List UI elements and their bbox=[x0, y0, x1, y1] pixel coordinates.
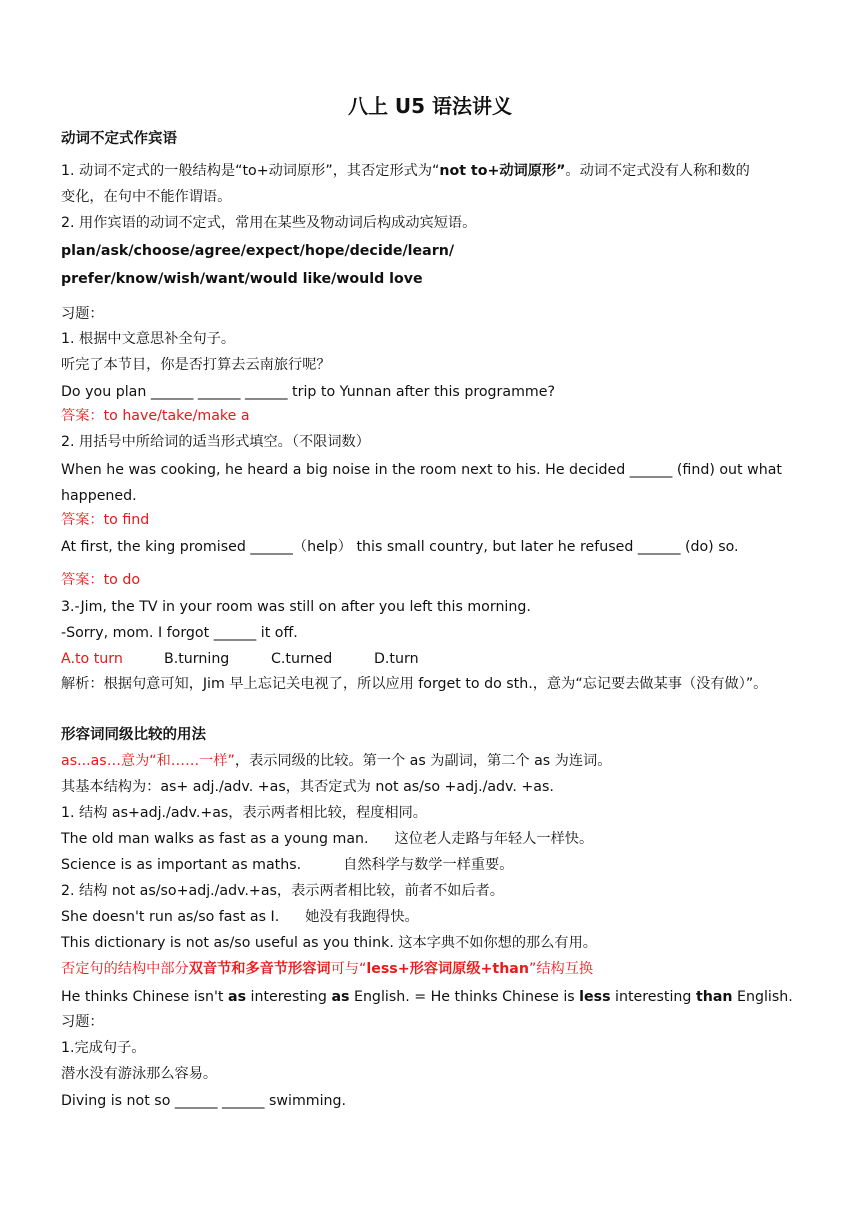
exercise-2a-line-1: When he was cooking, he heard a big noise in the room next to his. He decided ______ (find) out what bbox=[61, 462, 782, 478]
rule-1-line-2: 变化，在句中不能作谓语。 bbox=[61, 189, 232, 205]
comparison-rule-1: 1. 结构 as+adj./adv.+as，表示两者相比较，程度相同。 bbox=[61, 805, 427, 821]
exercise-1-answer: 答案：to have/take/make a bbox=[61, 408, 250, 424]
exercise-1-english: Do you plan ______ ______ ______ trip to Yunnan after this programme? bbox=[61, 384, 555, 400]
note-part-a: 否定句的结构中部分 bbox=[61, 961, 189, 977]
comparison-rule-2: 2. 结构 not as/so+adj./adv.+as，表示两者相比较，前者不如后者。 bbox=[61, 883, 504, 899]
example-3-english: She doesn't run as/so fast as I. bbox=[61, 909, 280, 925]
comparison-intro bbox=[61, 751, 611, 771]
rule-1-text-bold: not to+动词原形” bbox=[439, 163, 566, 179]
exercise-1-chinese: 听完了本节目，你是否打算去云南旅行呢？ bbox=[61, 357, 331, 373]
ex5-c: interesting bbox=[246, 989, 332, 1005]
example-2 bbox=[61, 855, 513, 875]
exercise-3-question-2: -Sorry, mom. I forgot ______ it off. bbox=[61, 625, 298, 641]
section-heading-comparison: 形容词同级比较的用法 bbox=[61, 727, 206, 743]
note-part-d: less+形容词原级+than bbox=[366, 961, 529, 977]
ex5-g: interesting bbox=[610, 989, 696, 1005]
verb-list-1: plan/ask/choose/agree/expect/hope/decide/learn/ bbox=[61, 243, 454, 259]
option-b: B.turning bbox=[164, 651, 230, 667]
comparison-intro-highlight: as...as…意为“和……一样” bbox=[61, 753, 235, 769]
exercise-2b: At first, the king promised ______（help） this small country, but later he refused ______ (do) so. bbox=[61, 539, 739, 555]
section-heading-infinitive: 动词不定式作宾语 bbox=[61, 131, 177, 147]
exercise-2-1-chinese: 潜水没有游泳那么容易。 bbox=[61, 1066, 218, 1082]
ex5-d: as bbox=[331, 989, 350, 1005]
ex5-a: He thinks Chinese isn't bbox=[61, 989, 229, 1005]
ex5-i: English. bbox=[732, 989, 793, 1005]
exercise-label: 习题： bbox=[61, 306, 104, 322]
rule-2: 2. 用作宾语的动词不定式，常用在某些及物动词后构成动宾短语。 bbox=[61, 215, 477, 231]
exercise-2a-answer: 答案：to find bbox=[61, 512, 150, 528]
option-c: C.turned bbox=[271, 651, 333, 667]
example-4: This dictionary is not as/so useful as you think. 这本字典不如你想的那么有用。 bbox=[61, 935, 597, 951]
ex5-b: as bbox=[228, 989, 247, 1005]
exercise-2-1-english: Diving is not so ______ ______ swimming. bbox=[61, 1093, 347, 1109]
exercise-label-2: 习题： bbox=[61, 1014, 104, 1030]
rule-1-text-c: 。动词不定式没有人称和数的 bbox=[565, 163, 750, 179]
option-d: D.turn bbox=[374, 651, 419, 667]
example-2-chinese: 自然科学与数学一样重要。 bbox=[343, 857, 514, 873]
comparison-structure: 其基本结构为：as+ adj./adv. +as，其否定式为 not as/so +adj./adv. +as. bbox=[61, 779, 554, 795]
interchange-note bbox=[61, 959, 593, 979]
example-3-chinese: 她没有我跑得快。 bbox=[305, 909, 419, 925]
example-1-english: The old man walks as fast as a young man. bbox=[61, 831, 369, 847]
exercise-2b-answer: 答案：to do bbox=[61, 572, 141, 588]
example-1 bbox=[61, 829, 593, 849]
comparison-intro-rest: ，表示同级的比较。第一个 as 为副词，第二个 as 为连词。 bbox=[234, 753, 612, 769]
ex5-h: than bbox=[695, 989, 733, 1005]
exercise-3-explanation: 解析：根据句意可知，Jim 早上忘记关电视了，所以应用 forget to do sth.，意为“忘记要去做某事（没有做）”。 bbox=[61, 676, 768, 692]
example-1-chinese: 这位老人走路与年轻人一样快。 bbox=[394, 831, 594, 847]
exercise-2-instruction: 2. 用括号中所给词的适当形式填空。（不限词数） bbox=[61, 434, 370, 450]
rule-1-text-a: 1. 动词不定式的一般结构是“to+动词原形”，其否定形式为“ bbox=[61, 163, 440, 179]
exercise-2-1-instruction: 1.完成句子。 bbox=[61, 1040, 146, 1056]
option-a: A.to turn bbox=[61, 651, 123, 667]
example-3 bbox=[61, 907, 419, 927]
ex5-e: English. = He thinks Chinese is bbox=[349, 989, 580, 1005]
note-part-c: 可与“ bbox=[330, 961, 367, 977]
exercise-1-instruction: 1. 根据中文意思补全句子。 bbox=[61, 331, 236, 347]
example-5 bbox=[61, 987, 793, 1007]
page-title: 八上 U5 语法讲义 bbox=[347, 94, 513, 118]
note-part-e: ”结构互换 bbox=[528, 961, 594, 977]
example-2-english: Science is as important as maths. bbox=[61, 857, 302, 873]
exercise-3-options bbox=[61, 649, 419, 669]
exercise-2a-line-2: happened. bbox=[61, 488, 137, 504]
rule-1-line-1 bbox=[61, 161, 750, 181]
note-part-b: 双音节和多音节形容词 bbox=[188, 961, 331, 977]
verb-list-2: prefer/know/wish/want/would like/would love bbox=[61, 271, 423, 287]
exercise-3-question-1: 3.-Jim, the TV in your room was still on after you left this morning. bbox=[61, 599, 531, 615]
ex5-f: less bbox=[579, 989, 611, 1005]
